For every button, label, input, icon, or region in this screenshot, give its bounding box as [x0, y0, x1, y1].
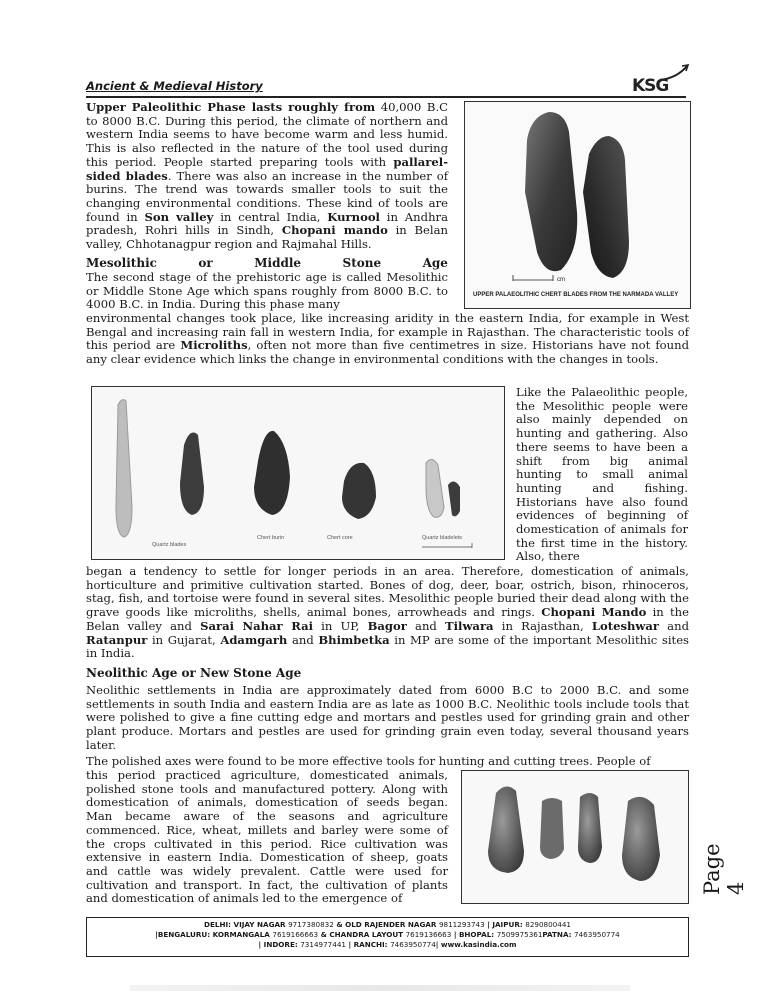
- blade-right: [583, 136, 629, 278]
- footer-phone: 7463950774: [574, 930, 620, 939]
- text-span: and: [406, 618, 446, 633]
- text-span: in Belan valley, Chhotanagpur region and Rajmahal Hills.: [86, 223, 448, 252]
- blade-left: [525, 112, 577, 271]
- footer-text: | RANCHI:: [345, 940, 391, 949]
- chert-blades-image: [465, 102, 690, 308]
- scale-unit: cm: [557, 277, 565, 283]
- site-chopani-mando: Chopani Mando: [541, 605, 647, 620]
- axe-2: [540, 798, 564, 859]
- mesolithic-paragraph: [86, 312, 689, 367]
- text-span: , often not more than five centimetres in size. Historians have not found any clear evidence which links the change in environmental conditions with the changes in tools.: [86, 338, 689, 367]
- footer-phone: 9717380832: [288, 920, 334, 929]
- footer-text: PATNA:: [542, 930, 575, 939]
- footer-website-link[interactable]: | www.kasindia.com: [435, 940, 517, 949]
- upper-paleolithic-paragraph: [86, 101, 448, 252]
- site-bagor: Bagor: [367, 618, 407, 633]
- scan-artifact: [130, 985, 630, 991]
- ksg-logo: [632, 64, 692, 94]
- header-title: Ancient & Medieval History: [86, 79, 263, 93]
- footer-phone: 8290800441: [525, 920, 571, 929]
- text-span: 40,000 B.C to 8000 B.C. During this period, the climate of northern and western India seems to have become warm and less humid. This is also reflected in the nature of the tool used during this period. People started preparing tools with: [86, 100, 448, 169]
- axe-1: [488, 786, 524, 873]
- chert-burin: [180, 433, 204, 515]
- chopani-mando-term: Chopani mando: [281, 223, 388, 238]
- microliths-term: Microliths: [180, 338, 248, 353]
- label-quartz-blades: Quartz blades: [152, 542, 187, 548]
- site-bhimbetka: Bhimbetka: [318, 632, 390, 647]
- footer-line-2: [87, 930, 688, 940]
- footer-contact-box: [86, 917, 689, 957]
- neolithic-paragraph-2b: this period practiced agriculture, domesticated animals, polished stone tools and manufactured pottery. Along with domestication of animals, domestication of seeds began. Man became aware of the seasons and agriculture commenced. Rice, wheat, millets and barley were some of the crops cultivated in this period. Rice cultivation was extensive in eastern India. Domestication of sheep, goats and cattle was widely prevalent. Cattle were used for cultivation and transport. In fact, the cultivation of plants and domestication of animals led to the emergence of: [86, 768, 448, 906]
- page-number: Page 4: [700, 843, 748, 895]
- footer-phone: 7314977441: [300, 940, 346, 949]
- text-span: and: [287, 632, 319, 647]
- logo-text: KSG: [632, 76, 669, 96]
- footer-phone: 9811293743: [438, 920, 485, 929]
- mesolithic-intro: The second stage of the prehistoric age is called Mesolithic or Middle Stone Age which spans roughly from 8000 B.C. to 4000 B.C. in India. During this phase many: [86, 270, 448, 312]
- heading-word: Stone: [342, 256, 382, 270]
- footer-text: | JAIPUR:: [484, 920, 526, 929]
- text-span: in UP,: [313, 618, 368, 633]
- footer-phone: 7509975361: [496, 930, 543, 939]
- text-span: in Andhra pradesh, Rohri hills in Sindh,: [86, 209, 448, 238]
- footer-text: & OLD RAJENDER NAGAR: [333, 920, 439, 929]
- footer-line-3: [87, 940, 688, 950]
- upper-paleolithic-heading: Upper Paleolithic Phase lasts roughly from: [86, 100, 376, 114]
- label-quartz-bladelets: Quartz bladelets: [422, 535, 463, 541]
- text-span: . There was also an increase in the number of burins. The trend was towards smaller tools to suit the changing environmental conditions. These kind of tools are found in: [86, 168, 449, 224]
- quartz-blade: [116, 400, 132, 537]
- footer-line-1: [87, 920, 688, 930]
- footer-text: | INDORE:: [258, 940, 301, 949]
- site-tilwara: Tilwara: [445, 618, 494, 633]
- son-valley-term: Son valley: [144, 209, 214, 224]
- label-chert-core: Chert core: [327, 535, 353, 541]
- neolithic-paragraph-2a: The polished axes were found to be more effective tools for hunting and cutting trees. People of: [86, 754, 651, 768]
- mesolithic-sites-paragraph: [86, 565, 689, 661]
- text-span: began a tendency to settle for longer periods in an area. Therefore, domestication of animals, horticulture and primitive cultivation started. Bones of dog, deer, boar, ostrich, bison, rhinoceros, stag, fish, and tortoise were found in several sites. Mesolithic people buried their dead along with the grave goods like microliths, shells, animal bones, arrowheads and rings.: [86, 564, 689, 620]
- footer-text: & CHANDRA LAYOUT: [318, 930, 406, 939]
- blades-term: pallarel-sided blades: [86, 154, 448, 183]
- kurnool-term: Kurnool: [327, 209, 380, 224]
- chert-blades-figure: [464, 101, 691, 309]
- text-span: in Rajasthan,: [493, 618, 592, 633]
- neolithic-heading: Neolithic Age or New Stone Age: [86, 666, 302, 680]
- text-span: in MP are some of the important Mesolithic sites in India.: [86, 632, 690, 661]
- quartz-bladelet-2: [448, 481, 460, 516]
- text-span: in Gujarat,: [147, 632, 221, 647]
- microliths-figure: [91, 386, 505, 560]
- footer-text: DELHI: VIJAY NAGAR: [204, 920, 289, 929]
- heading-word: Mesolithic: [86, 256, 157, 270]
- footer-phone: 7619166663: [272, 930, 319, 939]
- site-sarai-nahar-rai: Sarai Nahar Rai: [200, 618, 314, 633]
- heading-word: Age: [422, 256, 448, 270]
- text-span: environmental changes took place, like increasing aridity in the eastern India, for example in West Bengal and increasing rain fall in western India, for example in Rajasthan. The characteristic tools of this period are: [86, 311, 689, 353]
- text-span: and: [659, 618, 689, 633]
- like-paleolithic-paragraph: Like the Palaeolithic people, the Mesolithic people were also mainly depended on hunting and gathering. Also there seems to have been a shift from big animal hunting to small animal hunting and fishing. Historians have also found evidences of beginning of domestication of animals for the first time in the history. Also, there: [516, 385, 688, 564]
- quartz-bladelet-1: [426, 459, 444, 517]
- neolithic-paragraph-1: Neolithic settlements in India are approximately dated from 6000 B.C to 2000 B.C. and some settlements in south India and eastern India are as late as 1000 B.C. Neolithic tools include tools that were polished to give a fine cutting edge and mortars and pestles used for grinding grain and other plant produce. Mortars and pestles are used for grinding grain even today, several thousand years later.: [86, 683, 689, 752]
- figure1-caption: UPPER PALAEOLITHIC CHERT BLADES FROM THE NARMADA VALLEY: [473, 292, 679, 298]
- text-span: in the Belan valley and: [86, 605, 689, 633]
- heading-word: or: [198, 256, 213, 270]
- footer-text: | BHOPAL:: [451, 930, 497, 939]
- axe-3: [578, 793, 602, 863]
- polished-axes-figure: [461, 770, 689, 904]
- label-chert-burin: Chert burin: [257, 535, 285, 541]
- heading-word: Middle: [254, 256, 302, 270]
- site-loteshwar: Loteshwar: [591, 618, 660, 633]
- site-adamgarh: Adamgarh: [220, 632, 288, 647]
- text-span: in central India,: [213, 209, 328, 224]
- mesolithic-heading: [86, 257, 448, 271]
- microliths-image: [92, 387, 504, 559]
- footer-phone: 7619136663: [405, 930, 452, 939]
- site-ratanpur: Ratanpur: [86, 632, 148, 647]
- axe-4: [622, 797, 660, 881]
- chert-core-2: [342, 463, 376, 519]
- polished-axes-image: [462, 771, 688, 903]
- header-rule: [86, 96, 686, 98]
- footer-text: |BENGALURU: KORMANGALA: [155, 930, 273, 939]
- chert-core-1: [254, 431, 290, 515]
- footer-phone: 7463950774: [390, 940, 436, 949]
